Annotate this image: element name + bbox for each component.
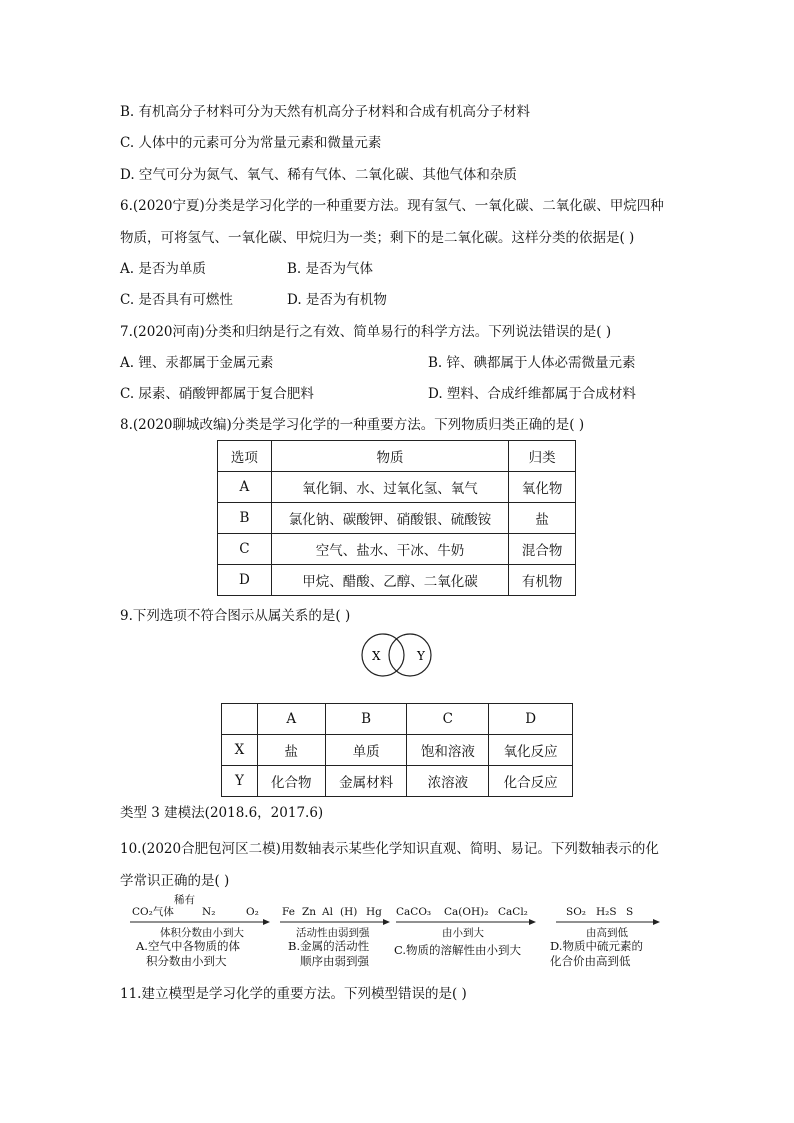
q5-option-d: D. 空气可分为氮气、氧气、稀有气体、二氧化碳、其他气体和杂质: [120, 167, 517, 183]
axis-b-caption-line2: 顺序由弱到强: [300, 954, 369, 968]
table-cell: C: [218, 534, 272, 565]
venn-label-x: X: [372, 649, 381, 663]
axis-d-label-h2s: H₂S: [596, 906, 617, 918]
q7-option-c: C. 尿素、硝酸钾都属于复合肥料: [120, 386, 314, 402]
number-axis-b: [280, 894, 390, 974]
axis-a-label-rare: 稀有: [174, 894, 195, 906]
q11-stem: 11.建立模型是学习化学的重要方法。下列模型错误的是( ): [120, 986, 467, 1002]
table-row: [218, 472, 576, 503]
table-cell: 盐: [257, 735, 325, 766]
table-cell: 甲烷、醋酸、乙醇、二氧化碳: [271, 565, 508, 596]
table-row: [218, 503, 576, 534]
q8-stem: 8.(2020聊城改编)分类是学习化学的一种重要方法。下列物质归类正确的是( ): [120, 417, 585, 433]
table-cell: 空气、盐水、干冰、牛奶: [271, 534, 508, 565]
table-cell: 有机物: [509, 565, 576, 596]
table-cell: B: [325, 704, 407, 735]
q8-table-header: [218, 441, 576, 472]
table-cell: Y: [222, 766, 258, 797]
table-cell: D: [218, 565, 272, 596]
table-cell: 饱和溶液: [407, 735, 489, 766]
axis-a-label-o2: O₂: [246, 906, 259, 918]
table-cell: 浓溶液: [407, 766, 489, 797]
table-row: [222, 735, 573, 766]
axis-a-label-n2: N₂: [202, 906, 216, 918]
axis-a-under-text: 体积分数由小到大: [160, 927, 244, 939]
axis-c-arrow: [396, 918, 536, 926]
q7-option-d: D. 塑料、合成纤维都属于合成材料: [428, 386, 636, 402]
axis-c-caption: C.物质的溶解性由小到大: [394, 943, 522, 957]
q8-table: [217, 440, 576, 596]
q6-option-b: B. 是否为气体: [287, 261, 374, 277]
table-cell: C: [407, 704, 489, 735]
q6-option-c: C. 是否具有可燃性: [120, 292, 233, 308]
q9-stem: 9.下列选项不符合图示从属关系的是( ): [120, 608, 351, 624]
q7-option-a: A. 锂、汞都属于金属元素: [120, 355, 274, 371]
table-cell: 氯化钠、碳酸钾、硝酸银、硫酸铵: [271, 503, 508, 534]
table-cell: 单质: [325, 735, 407, 766]
axis-d-caption-line1: D.物质中硫元素的: [550, 939, 643, 953]
table-row: [218, 565, 576, 596]
table-cell: 盐: [509, 503, 576, 534]
q8-header-substance: 物质: [271, 441, 508, 472]
venn-label-y: Y: [417, 649, 425, 663]
q8-header-option: 选项: [218, 441, 272, 472]
q6-option-d: D. 是否为有机物: [287, 292, 387, 308]
venn-circle-x: [362, 634, 404, 676]
table-cell: 金属材料: [325, 766, 407, 797]
axis-a-label-co2: CO₂气体: [132, 906, 174, 918]
q10-stem-line2: 学常识正确的是( ): [120, 873, 230, 889]
venn-diagram: [360, 632, 434, 678]
axis-d-label-so2: SO₂: [566, 906, 587, 918]
axis-a-arrow: [130, 918, 270, 926]
axis-a-caption-line2: 积分数由小到大: [146, 954, 227, 968]
axis-d-under-text: 由高到低: [586, 927, 628, 939]
q5-option-b: B. 有机高分子材料可分为天然有机高分子材料和合成有机高分子材料: [120, 104, 531, 120]
q6-stem-line2: 物质，可将氢气、一氧化碳、甲烷归为一类；剩下的是二氧化碳。这样分类的依据是( ): [120, 230, 635, 246]
section-heading-type3: 类型 3 建模法(2018.6，2017.6): [120, 805, 324, 821]
q8-header-category: 归类: [509, 441, 576, 472]
axis-b-label-fe: Fe: [282, 906, 295, 918]
table-row: [218, 534, 576, 565]
number-axis-a: [130, 894, 270, 974]
table-cell: 氧化物: [509, 472, 576, 503]
q7-stem: 7.(2020河南)分类和归纳是行之有效、简单易行的科学方法。下列说法错误的是( ): [120, 324, 612, 340]
table-cell: D: [489, 704, 573, 735]
axis-c-label-caoh2: Ca(OH)₂: [444, 906, 489, 918]
number-axis-c: [396, 894, 536, 974]
axis-d-caption-line2: 化合价由高到低: [550, 954, 631, 968]
axis-c-label-caco3: CaCO₃: [396, 906, 432, 918]
q7-option-b: B. 锌、碘都属于人体必需微量元素: [428, 355, 636, 371]
table-cell: X: [222, 735, 258, 766]
q6-stem-line1: 6.(2020宁夏)分类是学习化学的一种重要方法。现有氢气、一氧化碳、二氧化碳、甲烷四种: [120, 198, 664, 214]
axis-d-label-s: S: [626, 906, 634, 918]
axis-b-caption-line1: B.金属的活动性: [288, 939, 370, 953]
axis-c-under-text: 由小到大: [442, 927, 484, 939]
q10-stem-line1: 10.(2020合肥包河区二模)用数轴表示某些化学知识直观、简明、易记。下列数轴表示的化: [120, 841, 659, 857]
table-cell: 化合物: [257, 766, 325, 797]
number-axis-d: [550, 894, 660, 974]
table-cell: 氧化反应: [489, 735, 573, 766]
table-cell: B: [218, 503, 272, 534]
axis-c-label-cacl2: CaCl₂: [498, 906, 528, 918]
q6-option-a: A. 是否为单质: [120, 261, 206, 277]
axis-b-label-h: (H): [340, 906, 358, 918]
table-cell: A: [257, 704, 325, 735]
axis-b-label-al: Al: [322, 906, 333, 918]
axis-d-arrow: [556, 918, 660, 926]
table-row: [222, 766, 573, 797]
table-cell: [222, 704, 258, 735]
table-cell: A: [218, 472, 272, 503]
axis-b-label-zn: Zn: [302, 906, 317, 918]
q9-table-header: [222, 704, 573, 735]
q9-table: [221, 703, 573, 797]
table-cell: 化合反应: [489, 766, 573, 797]
axis-b-under-text: 活动性由弱到强: [296, 927, 370, 939]
table-cell: 混合物: [509, 534, 576, 565]
axis-a-caption-line1: A.空气中各物质的体: [136, 939, 240, 953]
axis-b-arrow: [280, 918, 390, 926]
q5-option-c: C. 人体中的元素可分为常量元素和微量元素: [120, 135, 382, 151]
axis-b-label-hg: Hg: [366, 906, 382, 918]
table-cell: 氧化铜、水、过氧化氢、氧气: [271, 472, 508, 503]
